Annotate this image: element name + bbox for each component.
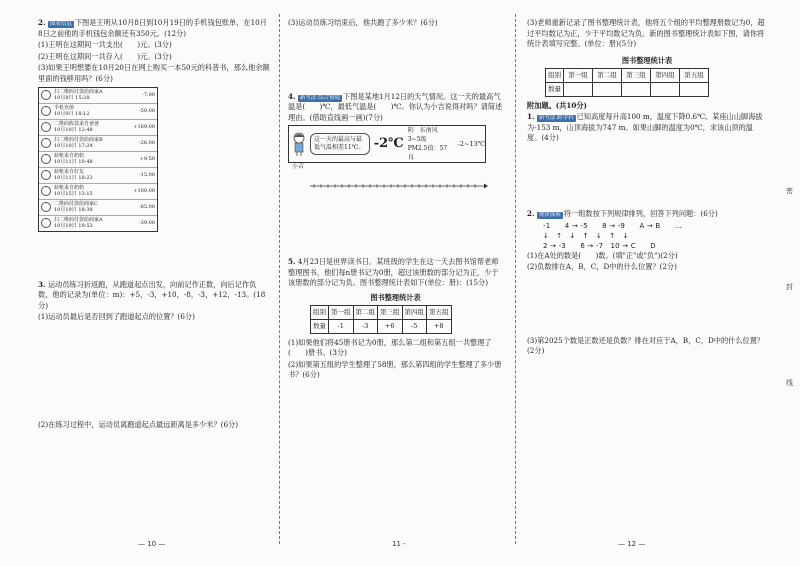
bonus-question-2	[527, 209, 767, 220]
blank-cell	[680, 82, 709, 96]
bill-date: 10月11日 18:23	[54, 175, 93, 182]
column-page-11	[288, 18, 503, 382]
bill-date: 10月19日 18:38	[54, 207, 93, 214]
table-header-row	[311, 306, 452, 320]
bill-name: 手机充值	[54, 105, 75, 112]
page-number: — 10 —	[138, 540, 166, 548]
sub-question: (3)运动员练习结束后，他共跑了多少米？(6分)	[288, 18, 438, 27]
table-cell: -3	[353, 319, 378, 333]
question-text: 4月23日是世界读书日。某班级的学生在这一天去图书馆帮老师整理图书，他们每n册书记为0册，超过该册数的部分记为正，少于该册数的部分记为负。图书整理统计表如下(单位：册)：(15分)	[288, 256, 499, 288]
table-header-cell: 第五组	[427, 306, 452, 320]
table-cell: -1	[329, 319, 354, 333]
bill-date: 10月8日 15:28	[54, 95, 90, 102]
bill-row	[39, 168, 157, 184]
speech-bubble: 这一天的最高与最低气温相差11℃。	[310, 133, 370, 155]
table-header-cell: 第四组	[651, 69, 680, 83]
bill-row	[39, 104, 157, 120]
temperature-range: -2~13℃	[457, 140, 485, 149]
sub-question: (2)在练习过程中，运动员离跑道起点最远距离是多少米？(6分)	[38, 419, 239, 429]
payment-icon	[41, 138, 51, 148]
sub-question: (2)王明在这期间一共存入( )元。(3分)	[38, 51, 172, 61]
question-text: 已知高度每升高100 m，温度下降0.6℃。某座山山脚海拔为-153 m，山顶海拔为747 m。如果山脚的温度为0℃，求该山顶的温度。(4分)	[527, 112, 763, 143]
book-stats-table-2	[545, 68, 709, 96]
question-number: 3.	[38, 279, 46, 289]
bill-row	[39, 120, 157, 136]
bill-amount: -7.00	[142, 92, 155, 99]
book-stats-table	[310, 305, 452, 333]
bill-amount: -39.00	[138, 220, 155, 227]
bill-amount: +9.50	[139, 156, 155, 163]
blank-cell	[564, 82, 593, 96]
table-row-label: 数量	[311, 319, 329, 333]
kid-figure	[291, 131, 307, 157]
number-line	[288, 179, 488, 193]
question-number: 2.	[527, 208, 535, 218]
column-page-10	[38, 18, 270, 432]
payment-icon	[41, 186, 51, 196]
question-number: 4.	[288, 91, 296, 101]
bill-row	[39, 184, 157, 200]
bill-date: 10月19日 19:53	[54, 223, 93, 230]
bill-row	[39, 136, 157, 152]
bill-row	[39, 88, 157, 104]
bill-name: 二维码付款给商家C	[54, 201, 98, 208]
question-number: 1.	[527, 112, 535, 122]
sub-question: (1)如果他们将45册书记为0册，那么第二组和第五组一共整理了( )册书。(3分)	[288, 337, 492, 358]
table-header-cell: 第三组	[622, 69, 651, 83]
bill-name: 转账来自奶奶	[54, 185, 85, 192]
bill-row	[39, 152, 157, 168]
kid-icon	[291, 131, 307, 157]
bill-date: 10月15日 13:15	[54, 191, 93, 198]
bill-amount: -50.00	[138, 108, 155, 115]
table-cell: +6	[378, 319, 403, 333]
question-2	[38, 18, 270, 39]
bill-date: 10月10日 12:48	[54, 127, 93, 134]
page-number: — 12 —	[618, 540, 646, 548]
table-header-cell: 第一组	[564, 69, 593, 83]
question-number: 5.	[288, 256, 296, 266]
bill-name: 转账来自好友	[54, 169, 85, 176]
table-header-cell: 第一组	[329, 306, 354, 320]
pattern-arrows: ↓ ↑ ↓ ↑ ↓ ↑ ↓	[543, 231, 629, 240]
weather-card	[288, 125, 486, 163]
seal-line-char: 密	[786, 187, 793, 195]
column-divider	[515, 14, 516, 544]
table-header-cell: 第二组	[353, 306, 378, 320]
bill-amount: +100.00	[133, 188, 155, 195]
bonus-heading: 附加题。(共10分)	[527, 100, 587, 110]
bill-amount: +169.00	[133, 124, 155, 131]
question-text: 运动员练习折返跑，从跑道起点出发，向前记作正数，向后记作负数，他的记录为(单位：m)：+5，-3，+10，-8，-3，+12，-13。(18分)	[38, 279, 266, 310]
sub-question: (1)在A处的数是( )数。(填"正"或"负")(2分)	[527, 250, 678, 260]
payment-icon	[41, 202, 51, 212]
bill-name: 扫二维码付款给商家B	[54, 137, 103, 144]
table-title: 图书整理统计表	[621, 55, 673, 65]
table-row	[546, 82, 709, 96]
blank-cell	[651, 82, 680, 96]
bill-amount: -85.00	[138, 204, 155, 211]
bill-name: 二维码收款来自爸爸	[54, 121, 100, 128]
sub-question: (1)运动员最后是否回到了跑道起点的位置？(6分)	[38, 312, 195, 322]
column-divider	[279, 14, 280, 544]
question-tag: 新考法 综合情境	[299, 94, 341, 101]
question-tag: 图表信息	[49, 21, 72, 27]
question-number: 2.	[38, 18, 46, 27]
bill-name: 转账来自奶奶	[54, 153, 85, 160]
seal-line-char: 线	[786, 379, 793, 387]
bill-amount: -26.00	[138, 140, 155, 147]
table-title: 图书整理统计表	[370, 292, 421, 302]
table-header-cell: 第二组	[593, 69, 622, 83]
bill-name: 扫二维码付款给商家A	[54, 217, 103, 224]
question-tag: 规律探索	[538, 211, 561, 218]
table-header-cell: 组别	[311, 306, 329, 320]
current-temperature: -2℃	[373, 136, 404, 152]
sub-question: (3)老师重新记录了图书整理统计表，他将五个组的平均整理册数记为0，超过平均数记为正，少于平均数记为负。新的图书整理统计表如下图，请你将统计表填写完整。(单位：册)(5分)	[527, 18, 765, 49]
bill-name: 扫二维码付款给商家A	[54, 89, 103, 96]
table-header-cell: 第三组	[378, 306, 403, 320]
sub-question: (2)负数排在A，B，C，D中的什么位置？(2分)	[527, 262, 677, 272]
bill-date: 10月9日 18:12	[54, 111, 90, 118]
table-cell: +8	[427, 319, 452, 333]
blank-cell	[622, 82, 651, 96]
table-row	[311, 319, 452, 333]
table-header-cell: 第四组	[402, 306, 427, 320]
bill-row	[39, 200, 157, 216]
bill-row	[39, 216, 157, 231]
sub-question: (3)第2025个数是正数还是负数？排在对应于A，B，C，D中的什么位置？(2分)	[527, 335, 765, 356]
number-pattern	[543, 221, 767, 251]
wallet-bill-list	[38, 87, 158, 232]
question-tag: 新考法 跨学科	[538, 115, 574, 122]
pattern-line: 2 → -3 6 → -7 10 → C D	[543, 241, 656, 250]
question-text: 下图是某地1月12日的天气情况。这一天的最高气温是( )℃，最低气温是( )℃。你认为小吉说得对吗？请简述理由。(借助直线画一画)(7分)	[288, 91, 503, 122]
payment-icon	[41, 122, 51, 132]
payment-icon	[41, 170, 51, 180]
question-3	[38, 280, 270, 312]
bill-date: 10月11日 10:48	[54, 159, 93, 166]
payment-icon	[41, 218, 51, 228]
bonus-question-1	[527, 112, 767, 144]
payment-icon	[41, 90, 51, 100]
bill-amount: -15.00	[138, 172, 155, 179]
table-cell: -5	[402, 319, 427, 333]
column-page-12	[527, 18, 767, 358]
question-4	[288, 92, 503, 124]
table-header-cell: 组别	[546, 69, 564, 83]
kid-label: 小吉	[292, 163, 305, 171]
weather-pm25: PM2.5值：57 良	[407, 145, 448, 162]
table-row-label: 数量	[546, 82, 564, 96]
seal-line-char: 封	[786, 283, 793, 291]
sub-question: (3)如果王明想要在10月20日在网上购买一本50元的科普书，那么他余额里面的钱够用吗？(6分)	[38, 63, 270, 83]
sub-question: (1)王明在这期间一共支出( )元。(3分)	[38, 40, 172, 50]
pattern-line: -1 4 → -5 8 → -9 A → B …	[543, 221, 682, 230]
payment-icon	[41, 154, 51, 164]
weather-wind: 阴 东南风3~5级	[407, 127, 438, 144]
sub-question: (2)如果第五组的学生整理了58册，那么第四组的学生整理了多少册书？(6分)	[288, 359, 502, 380]
table-header-cell: 第五组	[680, 69, 709, 83]
table-header-row	[546, 69, 709, 83]
question-text: 下图是王明从10月8日到10月19日的手机钱包账单，在10月8日之前他的手机钱包余额还有350元。(12分)	[38, 18, 267, 38]
question-text: 将一组数按下列规律排列，回答下列问题：(6分)	[563, 208, 718, 218]
question-5	[288, 257, 503, 289]
bill-date: 10月10日 17:24	[54, 143, 93, 150]
page-number: 11 -	[392, 540, 406, 548]
payment-icon	[41, 106, 51, 116]
blank-cell	[593, 82, 622, 96]
